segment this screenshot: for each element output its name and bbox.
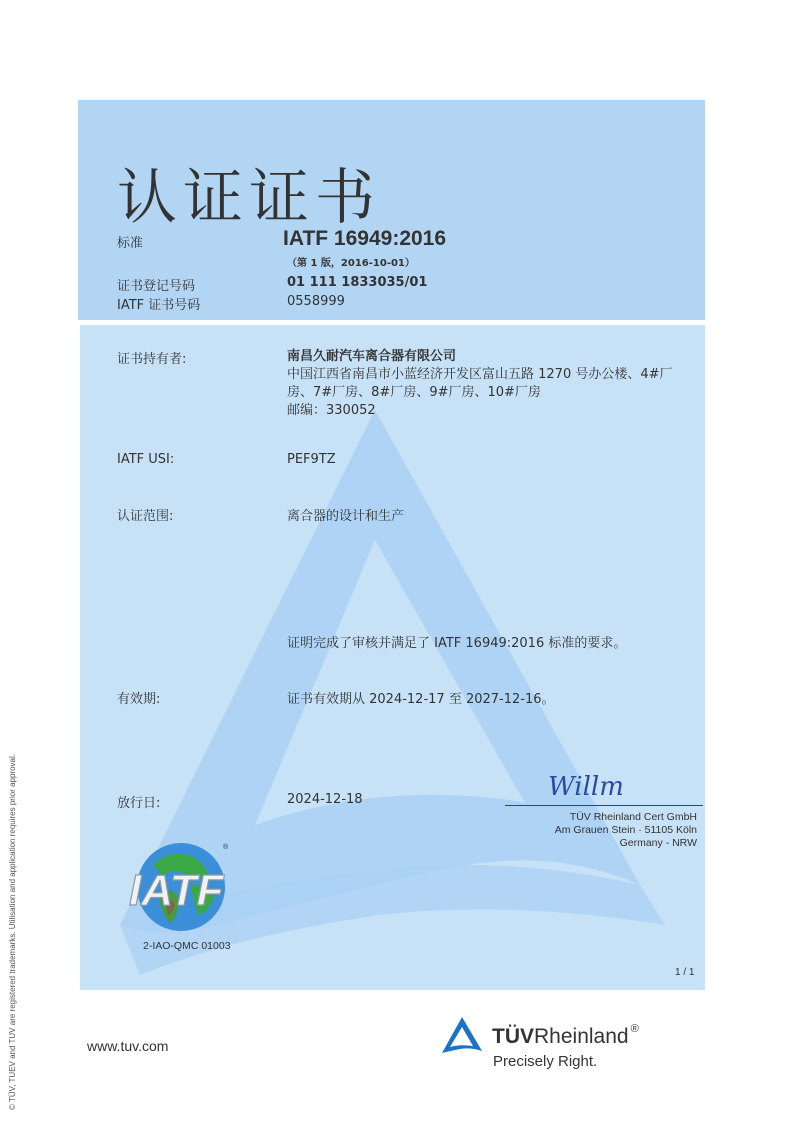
trademark-notice: © TÜV, TUEV and TUV are registered trademarks. Utilisation and application requires prior approval. — [8, 754, 17, 1110]
website-link[interactable]: www.tuv.com — [87, 1038, 169, 1054]
issuer-address: Am Grauen Stein · 51105 Köln — [554, 824, 697, 836]
holder-name: 南昌久耐汽车离合器有限公司 — [287, 349, 457, 364]
usi-label: IATF USI: — [117, 452, 175, 467]
iatf-cert-number: 0558999 — [287, 294, 345, 309]
holder-label: 证书持有者: — [117, 352, 187, 367]
holder-address-line1: 中国江西省南昌市小蓝经济开发区富山五路 1270 号办公楼、4#厂 — [287, 367, 673, 382]
usi-value: PEF9TZ — [287, 452, 336, 467]
standard-value: IATF 16949:2016 — [283, 227, 447, 250]
holder-block — [287, 348, 707, 420]
holder-address-line2: 房、7#厂房、8#厂房、9#厂房、10#厂房 — [287, 385, 541, 400]
iatf-code: 2-IAO-QMC 01003 — [143, 940, 231, 952]
holder-postcode: 邮编：330052 — [287, 403, 376, 418]
standard-edition: （第 1 版，2016-10-01） — [287, 258, 415, 269]
tuv-slogan: Precisely Right. — [493, 1053, 598, 1070]
issuer-country: Germany - NRW — [619, 837, 697, 849]
issuer-name: TÜV Rheinland Cert GmbH — [569, 811, 697, 823]
page-number: 1 / 1 — [675, 967, 695, 978]
registration-number-label: 证书登记号码 — [117, 279, 196, 294]
compliance-statement: 证明完成了审核并满足了 IATF 16949:2016 标准的要求。 — [287, 636, 627, 651]
svg-text:®: ® — [223, 844, 229, 851]
issue-date-label: 放行日: — [117, 796, 161, 811]
svg-text:IATF: IATF — [129, 866, 224, 915]
issue-date: 2024-12-18 — [287, 792, 363, 807]
certificate-title: 认证证书 — [117, 163, 381, 233]
scope-value: 离合器的设计和生产 — [287, 509, 405, 524]
signature-line — [505, 805, 703, 806]
scope-label: 认证范围: — [117, 509, 174, 524]
tuv-triangle-logo-icon — [440, 1015, 485, 1055]
tuv-brand-name: TÜVRheinland ® — [492, 1023, 639, 1048]
validity-value: 证书有效期从 2024-12-17 至 2027-12-16。 — [287, 692, 555, 707]
signature: Willm — [548, 772, 624, 802]
iatf-globe-logo-icon — [123, 835, 233, 935]
registration-number: 01 111 1833035/01 — [287, 275, 428, 290]
validity-label: 有效期: — [117, 692, 161, 707]
iatf-cert-number-label: IATF 证书号码 — [117, 298, 201, 313]
issuer-block — [555, 811, 697, 850]
standard-label: 标准 — [117, 236, 144, 251]
